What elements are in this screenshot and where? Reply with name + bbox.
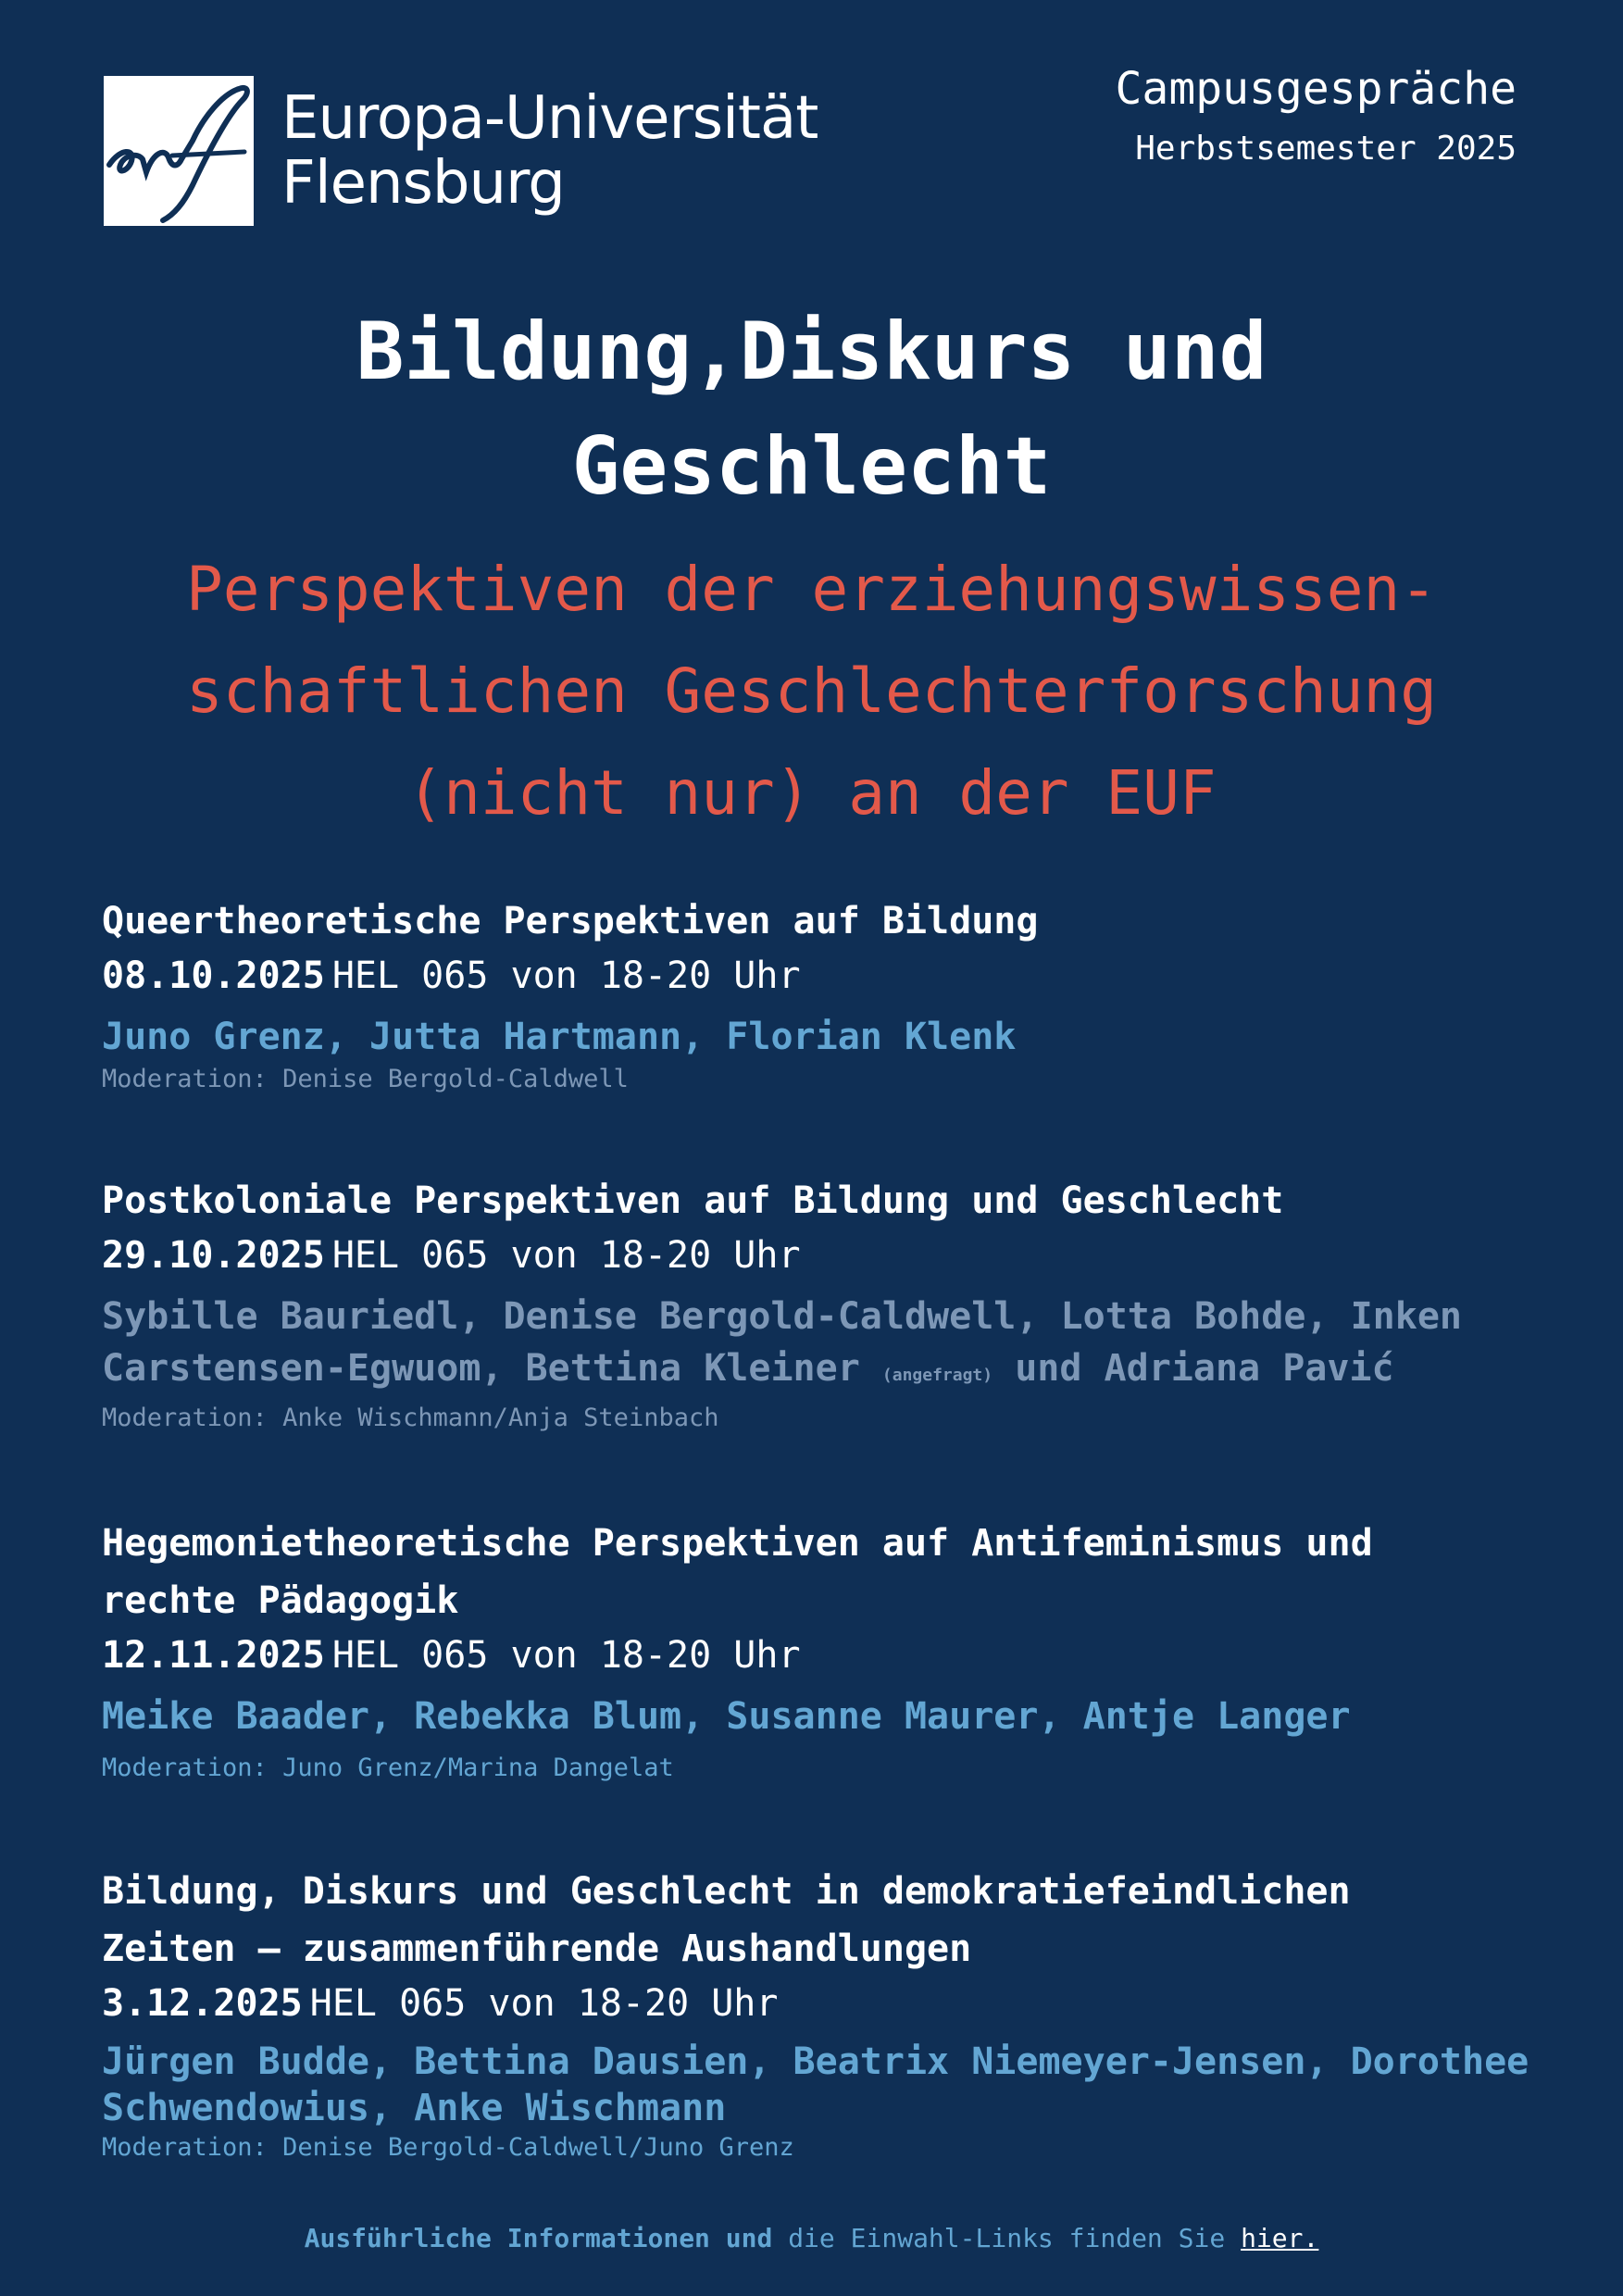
page-subtitle [102,539,1521,844]
euf-logo-icon [104,76,254,226]
event-title-line-1: Bildung, Diskurs und Geschlecht in demokratiefeindlichen [102,1870,1351,1913]
event-when [102,1229,1546,1281]
event-when [102,950,1546,1002]
subtitle-line-2: schaftlichen Geschlechterforschung [185,655,1437,727]
event-title: Postkoloniale Perspektiven auf Bildung und Geschlecht [102,1179,1284,1222]
event-date: 12.11.2025 [102,1634,325,1677]
title-line-1: Bildung,Diskurs und [356,306,1267,398]
title-line-2: Geschlecht [571,420,1052,513]
event-location-time: HEL 065 von 18-20 Uhr [331,1234,801,1277]
event-4 [102,1863,1546,2165]
event-title-line-2: Zeiten – zusammenführende Aushandlungen [102,1928,972,1970]
event-speakers: Meike Baader, Rebekka Blum, Susanne Maurer, Antje Langer [102,1695,1351,1738]
event-date: 3.12.2025 [102,1982,303,2025]
event-title-line-1: Hegemonietheoretische Perspektiven auf Antifeminismus und [102,1522,1373,1565]
event-when [102,1629,1546,1681]
event-date: 08.10.2025 [102,955,325,997]
event-title [102,1515,1546,1629]
footer-text: die Einwahl-Links finden Sie [788,2223,1226,2253]
event-speakers [102,2039,1546,2131]
event-when [102,1978,1546,2029]
speakers-line-1: Sybille Bauriedl, Denise Bergold-Caldwell, Lotta Bohde, Inken [102,1295,1463,1338]
speakers-line-1: Jürgen Budde, Bettina Dausien, Beatrix Niemeyer-Jensen, Dorothee [102,2040,1529,2083]
series-info [1116,61,1517,172]
event-moderation: Moderation: Juno Grenz/Marina Dangelat [102,1753,674,1782]
speakers-line-2: Schwendowius, Anke Wischmann [102,2087,727,2129]
page-title [0,294,1623,524]
footer-bold-text: Ausführliche Informationen und [304,2223,773,2253]
event-speakers: Juno Grenz, Jutta Hartmann, Florian Klenk [102,1016,1017,1058]
event-title-line-2: rechte Pädagogik [102,1579,459,1622]
event-title [102,1863,1546,1978]
subtitle-line-3: (nicht nur) an der EUF [406,757,1217,829]
event-moderation: Moderation: Anke Wischmann/Anja Steinbach [102,1404,719,1432]
series-title: Campusgespräche [1115,63,1517,115]
subtitle-line-1: Perspektiven der erziehungswissen- [185,554,1437,625]
event-1 [102,892,1546,1096]
event-speakers [102,1291,1546,1402]
footer-note [0,2220,1623,2257]
event-title: Queertheoretische Perspektiven auf Bildung [102,900,1039,942]
event-2 [102,1172,1546,1435]
event-moderation: Moderation: Denise Bergold-Caldwell/Juno Grenz [102,2133,794,2162]
event-location-time: HEL 065 von 18-20 Uhr [331,1634,801,1677]
event-moderation: Moderation: Denise Bergold-Caldwell [102,1065,629,1093]
event-location-time: HEL 065 von 18-20 Uhr [309,1982,779,2025]
logo-line-2: Flensburg [281,149,565,218]
speaker-note: (angefragt) [881,1366,993,1385]
logo-line-1: Europa-Universität [281,84,818,153]
series-term: Herbstsemester 2025 [1135,130,1517,168]
speakers-line-2 [102,1342,1546,1402]
speakers-line-2-start: Carstensen-Egwuom, Bettina Kleiner [102,1347,860,1390]
event-location-time: HEL 065 von 18-20 Uhr [331,955,801,997]
university-logo [104,76,818,226]
event-3 [102,1515,1546,1785]
event-date: 29.10.2025 [102,1234,325,1277]
details-link[interactable]: hier. [1241,2223,1319,2253]
speakers-line-2-end: und Adriana Pavić [1015,1347,1394,1390]
